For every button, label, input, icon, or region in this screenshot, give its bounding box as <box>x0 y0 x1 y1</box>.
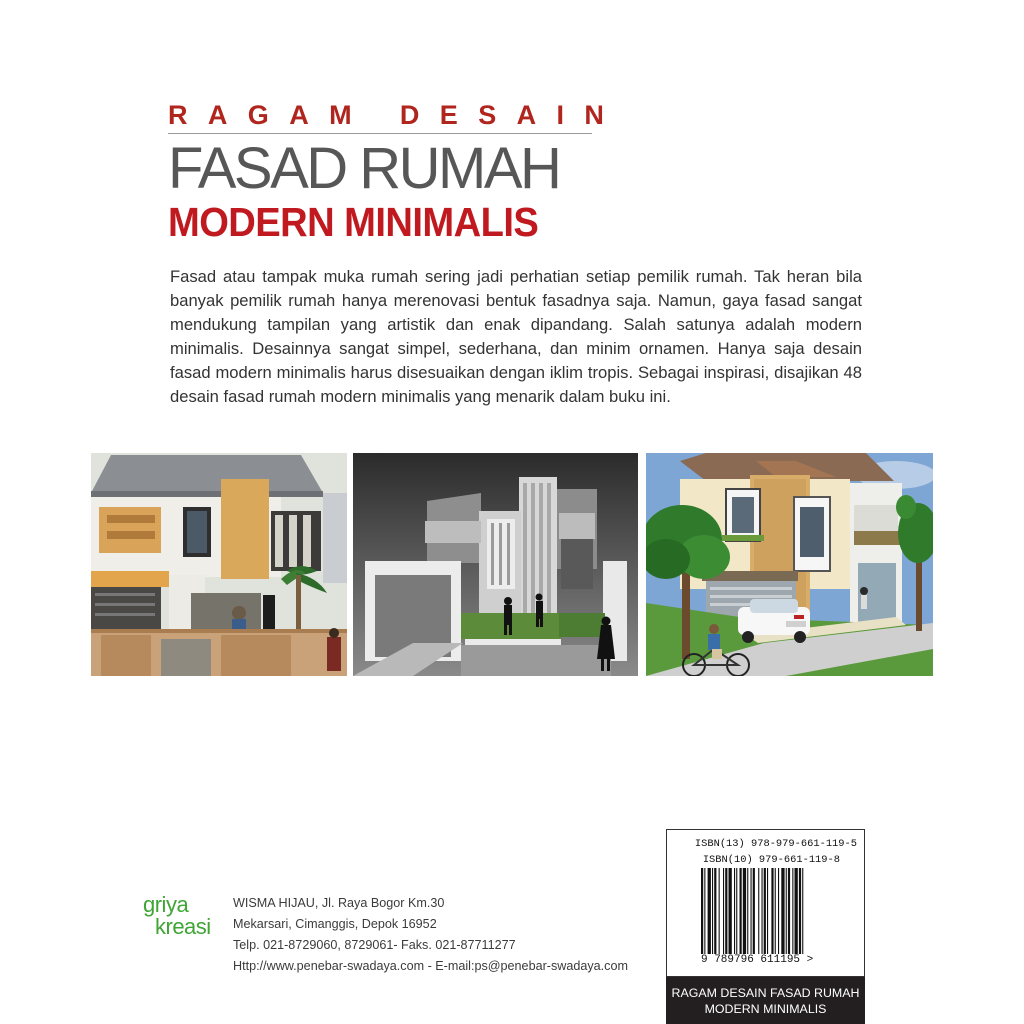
isbn13-label: ISBN(13) 978-979-661-119-5 <box>694 838 857 850</box>
barcode-bar <box>747 868 748 964</box>
barcode-bar <box>729 868 732 964</box>
barcode-bar <box>795 868 798 964</box>
isbn10-label: ISBN(10) 979-661-119-8 <box>702 854 840 866</box>
barcode-bar <box>743 868 746 964</box>
barcode-bars <box>701 868 833 964</box>
barcode-bar <box>704 868 705 964</box>
barcode-bar <box>708 868 711 964</box>
ean-number: 9 789796 611195 > <box>701 954 814 966</box>
barcode-bar <box>781 868 784 964</box>
barcode-bar <box>778 868 779 964</box>
barcode-book-title <box>666 977 865 1024</box>
title-sub: MODERN MINIMALIS <box>168 199 539 245</box>
cover-title <box>168 98 625 245</box>
address-line: Mekarsari, Cimanggis, Depok 16952 <box>233 917 437 931</box>
barcode-bar <box>714 868 716 964</box>
barcode-bar <box>771 868 773 964</box>
barcode-bar <box>701 868 703 964</box>
barcode-bar <box>751 868 752 964</box>
barcode-bar <box>788 868 790 964</box>
barcode-title-line: RAGAM DESAIN FASAD RUMAH <box>671 986 860 1000</box>
title-top: RAGAM DESAIN <box>168 100 625 130</box>
publisher-address <box>233 893 628 977</box>
address-line: WISMA HIJAU, Jl. Raya Bogor Km.30 <box>233 896 445 910</box>
house-rendering-1 <box>91 453 347 676</box>
book-description: Fasad atau tampak muka rumah sering jadi perhatian setiap pemilik rumah. Tak heran bila banyak pemilik rumah hanya merenovasi bentuk fasadnya saja. Namun, gaya fasad sangat mendukung tampilan yang artistik dan enak dipandang. Salah satunya adalah modern minimalis. Desainnya sangat simpel, sederhana, dan minim ornamen. Hanya saja desain fasad modern minimalis harus disesuaikan dengan iklim tropis. Sebagai inspirasi, disajikan 48 desain fasad rumah modern minimalis yang menarik dalam buku ini. <box>170 267 862 406</box>
barcode-bar <box>764 868 766 964</box>
barcode-bar <box>736 868 737 964</box>
logo-text-griya: griya <box>143 892 189 917</box>
barcode-bar <box>723 868 724 964</box>
barcode-bar <box>802 868 803 964</box>
barcode-bar <box>762 868 763 964</box>
title-main: FASAD RUMAH <box>168 136 560 201</box>
house-rendering-2 <box>353 453 638 676</box>
address-line: Telp. 021-8729060, 8729061- Faks. 021-87711277 <box>233 938 516 952</box>
house-rendering-3 <box>646 453 933 676</box>
barcode-bar <box>775 868 776 964</box>
address-line: Http://www.penebar-swadaya.com - E-mail:ps@penebar-swadaya.com <box>233 959 628 973</box>
barcode-bar <box>786 868 787 964</box>
title-divider <box>168 133 592 134</box>
barcode-bar <box>734 868 735 964</box>
barcode-title-line: MODERN MINIMALIS <box>704 1002 827 1016</box>
barcode-bar <box>767 868 768 964</box>
isbn-barcode-panel <box>666 829 865 977</box>
barcode-bar <box>740 868 742 964</box>
logo-text-kreasi: kreasi <box>155 914 211 939</box>
barcode-bar <box>719 868 720 964</box>
publisher-logo <box>143 894 225 944</box>
barcode-bar <box>725 868 727 964</box>
barcode-bar <box>792 868 793 964</box>
barcode-bar <box>799 868 801 964</box>
barcode-bar <box>758 868 759 964</box>
barcode-bar <box>712 868 713 964</box>
barcode-bar <box>753 868 755 964</box>
